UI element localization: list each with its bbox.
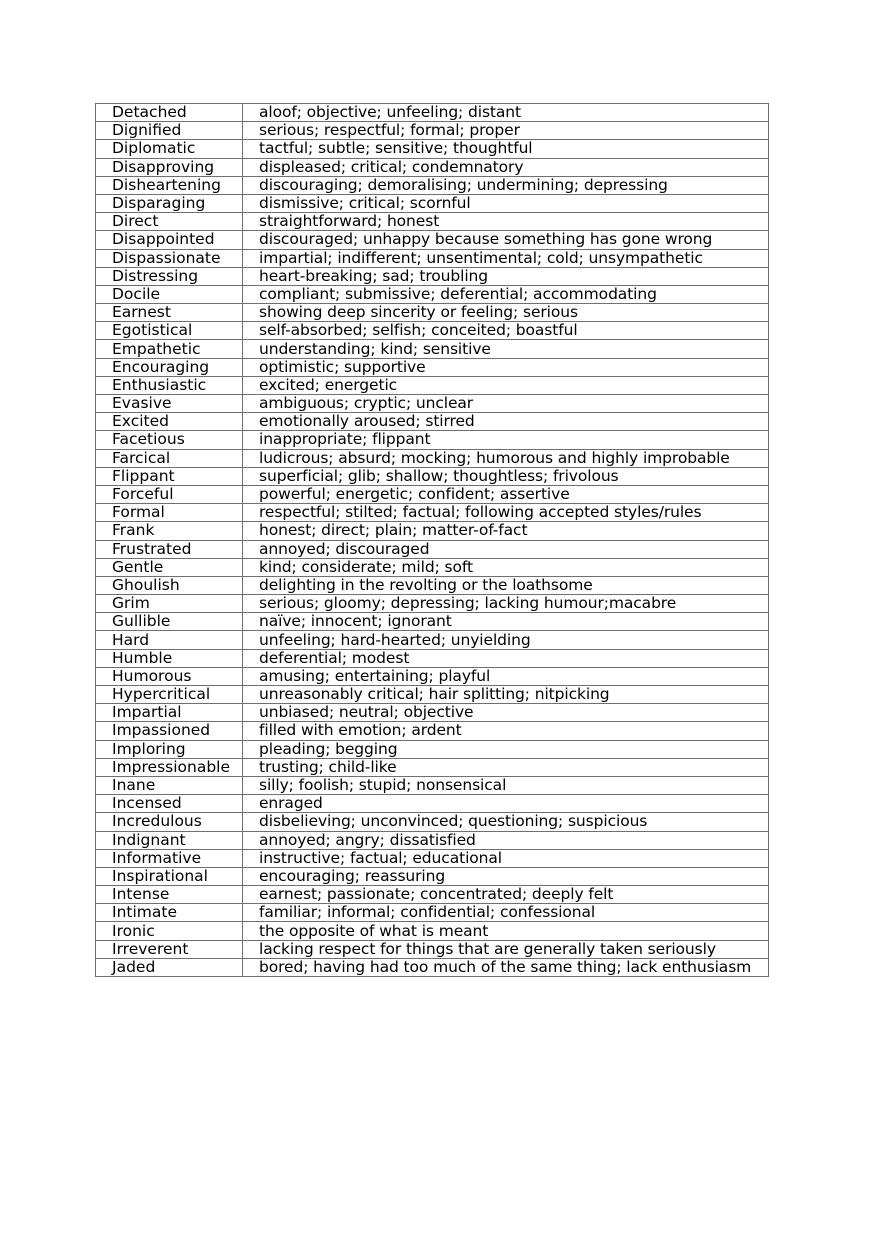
- table-row: [96, 485, 769, 503]
- table-row: [96, 340, 769, 358]
- tone-meaning-cell: instructive; factual; educational: [243, 849, 769, 867]
- tone-word-cell: Disapproving: [96, 158, 243, 176]
- tone-meaning-cell: understanding; kind; sensitive: [243, 340, 769, 358]
- tone-word-cell: Disparaging: [96, 194, 243, 212]
- tone-meaning-cell: aloof; objective; unfeeling; distant: [243, 104, 769, 122]
- tone-meaning-cell: honest; direct; plain; matter-of-fact: [243, 522, 769, 540]
- table-row: [96, 831, 769, 849]
- tone-word-cell: Ironic: [96, 922, 243, 940]
- tone-word-cell: Intense: [96, 886, 243, 904]
- tone-meaning-cell: excited; energetic: [243, 376, 769, 394]
- tone-word-cell: Indignant: [96, 831, 243, 849]
- tone-word-cell: Incensed: [96, 795, 243, 813]
- tone-word-cell: Farcical: [96, 449, 243, 467]
- table-row: [96, 249, 769, 267]
- tone-word-cell: Empathetic: [96, 340, 243, 358]
- tone-word-cell: Imploring: [96, 740, 243, 758]
- tone-word-cell: Encouraging: [96, 358, 243, 376]
- tone-word-cell: Flippant: [96, 467, 243, 485]
- tone-word-cell: Egotistical: [96, 322, 243, 340]
- table-row: [96, 395, 769, 413]
- table-row: [96, 504, 769, 522]
- tone-meaning-cell: encouraging; reassuring: [243, 867, 769, 885]
- tone-word-cell: Impartial: [96, 704, 243, 722]
- tone-meaning-cell: naïve; innocent; ignorant: [243, 613, 769, 631]
- tone-meaning-cell: annoyed; discouraged: [243, 540, 769, 558]
- table-row: [96, 958, 769, 976]
- table-row: [96, 649, 769, 667]
- table-row: [96, 922, 769, 940]
- table-row: [96, 413, 769, 431]
- tone-word-cell: Impassioned: [96, 722, 243, 740]
- table-body: [96, 104, 769, 977]
- tone-word-cell: Earnest: [96, 304, 243, 322]
- tone-word-cell: Dignified: [96, 122, 243, 140]
- tone-meaning-cell: disbelieving; unconvinced; questioning; suspicious: [243, 813, 769, 831]
- tone-word-cell: Ghoulish: [96, 576, 243, 594]
- tone-word-cell: Gullible: [96, 613, 243, 631]
- tone-meaning-cell: kind; considerate; mild; soft: [243, 558, 769, 576]
- tone-word-cell: Disappointed: [96, 231, 243, 249]
- tone-meaning-cell: discouraged; unhappy because something has gone wrong: [243, 231, 769, 249]
- table-row: [96, 104, 769, 122]
- tone-meaning-cell: straightforward; honest: [243, 213, 769, 231]
- tone-meaning-cell: silly; foolish; stupid; nonsensical: [243, 776, 769, 794]
- tone-meaning-cell: pleading; begging: [243, 740, 769, 758]
- tone-meaning-cell: showing deep sincerity or feeling; serious: [243, 304, 769, 322]
- tone-meaning-cell: unbiased; neutral; objective: [243, 704, 769, 722]
- tone-meaning-cell: compliant; submissive; deferential; accommodating: [243, 285, 769, 303]
- tone-word-cell: Facetious: [96, 431, 243, 449]
- table-row: [96, 558, 769, 576]
- tone-word-cell: Intimate: [96, 904, 243, 922]
- tone-meaning-cell: amusing; entertaining; playful: [243, 667, 769, 685]
- tone-meaning-cell: the opposite of what is meant: [243, 922, 769, 940]
- tone-word-cell: Detached: [96, 104, 243, 122]
- tone-meaning-cell: self-absorbed; selfish; conceited; boastful: [243, 322, 769, 340]
- tone-word-cell: Disheartening: [96, 176, 243, 194]
- tone-meaning-cell: serious; gloomy; depressing; lacking humour;macabre: [243, 595, 769, 613]
- tone-meaning-cell: discouraging; demoralising; undermining; depressing: [243, 176, 769, 194]
- table-row: [96, 358, 769, 376]
- tone-word-cell: Enthusiastic: [96, 376, 243, 394]
- tone-meaning-cell: serious; respectful; formal; proper: [243, 122, 769, 140]
- table-row: [96, 194, 769, 212]
- tone-word-cell: Distressing: [96, 267, 243, 285]
- tone-meaning-cell: displeased; critical; condemnatory: [243, 158, 769, 176]
- table-row: [96, 849, 769, 867]
- tone-word-cell: Incredulous: [96, 813, 243, 831]
- table-row: [96, 904, 769, 922]
- table-row: [96, 667, 769, 685]
- tone-word-cell: Frustrated: [96, 540, 243, 558]
- tone-word-cell: Diplomatic: [96, 140, 243, 158]
- table-row: [96, 686, 769, 704]
- table-row: [96, 376, 769, 394]
- tone-word-cell: Inane: [96, 776, 243, 794]
- table-row: [96, 467, 769, 485]
- tone-word-cell: Gentle: [96, 558, 243, 576]
- tone-meaning-cell: ludicrous; absurd; mocking; humorous and highly improbable: [243, 449, 769, 467]
- tone-meaning-cell: dismissive; critical; scornful: [243, 194, 769, 212]
- tone-meaning-cell: filled with emotion; ardent: [243, 722, 769, 740]
- tone-meaning-cell: enraged: [243, 795, 769, 813]
- table-row: [96, 576, 769, 594]
- tone-word-cell: Grim: [96, 595, 243, 613]
- tone-word-cell: Docile: [96, 285, 243, 303]
- tone-meaning-cell: ambiguous; cryptic; unclear: [243, 395, 769, 413]
- tone-word-cell: Direct: [96, 213, 243, 231]
- table-row: [96, 304, 769, 322]
- tone-meaning-cell: inappropriate; flippant: [243, 431, 769, 449]
- table-row: [96, 449, 769, 467]
- table-row: [96, 795, 769, 813]
- tone-meaning-cell: trusting; child-like: [243, 758, 769, 776]
- tone-word-cell: Evasive: [96, 395, 243, 413]
- table-row: [96, 940, 769, 958]
- tone-meaning-cell: powerful; energetic; confident; assertive: [243, 485, 769, 503]
- table-row: [96, 231, 769, 249]
- table-row: [96, 704, 769, 722]
- tone-meaning-cell: deferential; modest: [243, 649, 769, 667]
- table-row: [96, 522, 769, 540]
- table-row: [96, 867, 769, 885]
- tone-word-cell: Excited: [96, 413, 243, 431]
- tone-vocabulary-table: [95, 103, 769, 977]
- tone-word-cell: Humorous: [96, 667, 243, 685]
- tone-meaning-cell: unreasonably critical; hair splitting; nitpicking: [243, 686, 769, 704]
- tone-word-cell: Frank: [96, 522, 243, 540]
- table-row: [96, 140, 769, 158]
- table-row: [96, 322, 769, 340]
- tone-word-cell: Hard: [96, 631, 243, 649]
- table-row: [96, 813, 769, 831]
- table-row: [96, 285, 769, 303]
- table-row: [96, 122, 769, 140]
- tone-word-cell: Dispassionate: [96, 249, 243, 267]
- tone-meaning-cell: tactful; subtle; sensitive; thoughtful: [243, 140, 769, 158]
- table-row: [96, 158, 769, 176]
- table-row: [96, 776, 769, 794]
- table-row: [96, 213, 769, 231]
- tone-word-cell: Humble: [96, 649, 243, 667]
- tone-word-cell: Informative: [96, 849, 243, 867]
- table-row: [96, 176, 769, 194]
- tone-meaning-cell: respectful; stilted; factual; following accepted styles/rules: [243, 504, 769, 522]
- table-row: [96, 540, 769, 558]
- table-row: [96, 431, 769, 449]
- table-row: [96, 886, 769, 904]
- tone-meaning-cell: familiar; informal; confidential; confessional: [243, 904, 769, 922]
- tone-meaning-cell: earnest; passionate; concentrated; deeply felt: [243, 886, 769, 904]
- tone-meaning-cell: unfeeling; hard-hearted; unyielding: [243, 631, 769, 649]
- tone-meaning-cell: impartial; indifferent; unsentimental; cold; unsympathetic: [243, 249, 769, 267]
- table-row: [96, 613, 769, 631]
- tone-word-cell: Jaded: [96, 958, 243, 976]
- table-row: [96, 631, 769, 649]
- tone-meaning-cell: bored; having had too much of the same thing; lack enthusiasm: [243, 958, 769, 976]
- tone-word-cell: Formal: [96, 504, 243, 522]
- tone-word-cell: Impressionable: [96, 758, 243, 776]
- tone-meaning-cell: emotionally aroused; stirred: [243, 413, 769, 431]
- tone-meaning-cell: superficial; glib; shallow; thoughtless; frivolous: [243, 467, 769, 485]
- tone-meaning-cell: lacking respect for things that are generally taken seriously: [243, 940, 769, 958]
- tone-word-cell: Forceful: [96, 485, 243, 503]
- tone-word-cell: Inspirational: [96, 867, 243, 885]
- tone-meaning-cell: optimistic; supportive: [243, 358, 769, 376]
- table-row: [96, 722, 769, 740]
- table-row: [96, 595, 769, 613]
- table-row: [96, 267, 769, 285]
- tone-word-cell: Hypercritical: [96, 686, 243, 704]
- tone-meaning-cell: heart-breaking; sad; troubling: [243, 267, 769, 285]
- tone-meaning-cell: annoyed; angry; dissatisfied: [243, 831, 769, 849]
- table-row: [96, 740, 769, 758]
- tone-word-cell: Irreverent: [96, 940, 243, 958]
- tone-meaning-cell: delighting in the revolting or the loathsome: [243, 576, 769, 594]
- table-row: [96, 758, 769, 776]
